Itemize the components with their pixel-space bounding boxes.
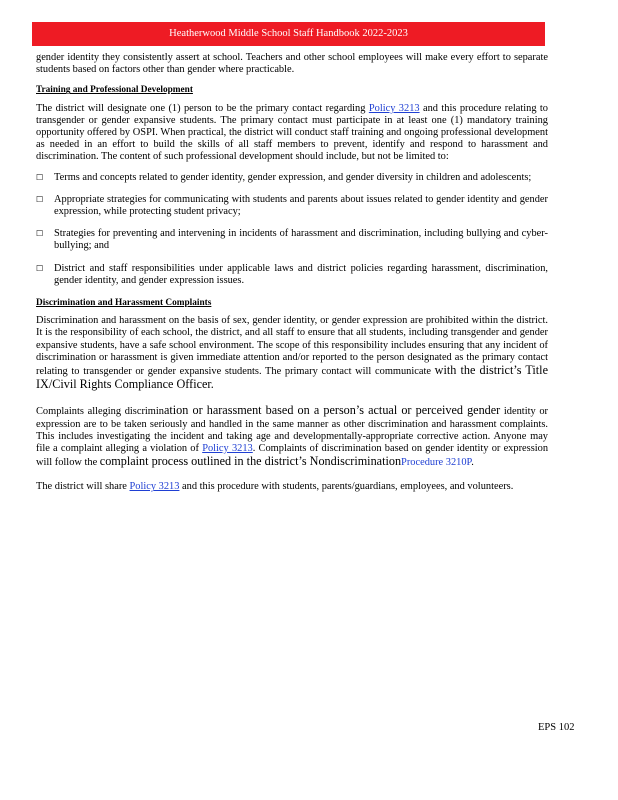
complaints2-text-c: identity or expression are to be taken seriously and handled in the same manner as other discrimination and harassment complaints. This includes investigating the incident and taking age and developmentally-appropriate corrective action. Anyone may file a complaint alleging a violation of [36,406,548,455]
header-title: Heatherwood Middle School Staff Handbook 2022-2023 [169,28,408,39]
complaints2-text-a: Complaints alleging discrimin [36,406,164,418]
complaints2-text-f: . [471,457,474,469]
complaints2-text-b: ation or harassment based on a person’s actual or perceived gender [163,403,501,418]
closing-paragraph [36,481,548,493]
training-topics-list [36,172,548,287]
list-item-text: Terms and concepts related to gender identity, gender expression, and gender diversity in children and adolescents; [54,171,532,183]
bullet-icon: ☐ [36,194,44,204]
intro-paragraph: gender identity they consistently assert at school. Teachers and other school employees will make every effort to separate students based on factors other than gender where practicable. [36,52,548,76]
policy-3213-link[interactable]: Policy 3213 [368,102,420,114]
complaints-text-a: Discrimination and harassment on the basis of sex, gender identity, or gender expression are prohibited within the district. It is the responsibility of each school, the district, and all staff to ensure that all students, including transgender and gender expansive students, have a safe school environment. The scope of this responsibility includes ensuring that any incident of discrimination or harassment is given immediate attention and/or reported to the person designated as the primary contact relating to transgender or gender expansive students. The primary contact will communicate [36,315,548,378]
page-body [36,52,548,494]
list-item [36,194,548,218]
bullet-icon: ☐ [36,229,44,239]
policy-3213-link[interactable]: Policy 3213 [202,443,253,455]
page-number: EPS 102 [538,722,575,733]
training-heading: Training and Professional Development [36,85,193,96]
closing-text-b: and this procedure with students, parents/guardians, employees, and volunteers. [179,481,514,493]
list-item-text: District and staff responsibilities under applicable laws and district policies regarding harassment, discrimination, gender identity, and gender expression issues. [54,262,548,286]
training-text-a: The district will designate one (1) person to be the primary contact regarding [36,102,369,114]
complaints2-text-e: complaint process outlined in the district’s Nondiscrimination [99,454,402,469]
list-item [36,263,548,287]
complaints-paragraph-2 [36,404,548,469]
complaints-heading: Discrimination and Harassment Complaints [36,298,212,309]
list-item [36,172,548,184]
complaints-text-b: with the district’s Title IX/Civil Rights Compliance Officer. [36,363,548,392]
handbook-header-banner [32,22,545,46]
training-text-b: and this procedure relating to transgender or gender expansive students. The primary contact must participate in at least one (1) mandatory training opportunity offered by OSPI. When practical, the district will conduct staff training and ongoing professional development as needed in an effort to build the skills of all staff members to prevent, identify and respond to harassment and discrimination. The content of such professional development should include, but not be limited to: [36,102,549,163]
policy-3213-link[interactable]: Policy 3213 [129,481,180,493]
closing-text-a: The district will share [36,481,130,493]
list-item [36,228,548,252]
complaints2-text-d: . Complaints of discrimination based on gender identity or expression will follow the [36,443,549,469]
procedure-3210p-link[interactable]: Procedure 3210P [401,457,472,469]
training-paragraph [36,103,548,164]
bullet-icon: ☐ [36,172,44,182]
complaints-paragraph-1 [36,315,548,392]
bullet-icon: ☐ [36,263,44,273]
list-item-text: Strategies for preventing and intervening in incidents of harassment and discrimination, including bullying and cyber-bullying; and [54,228,548,252]
list-item-text: Appropriate strategies for communicating with students and parents about issues related to gender identity and gender expression, while protecting student privacy; [54,193,548,218]
